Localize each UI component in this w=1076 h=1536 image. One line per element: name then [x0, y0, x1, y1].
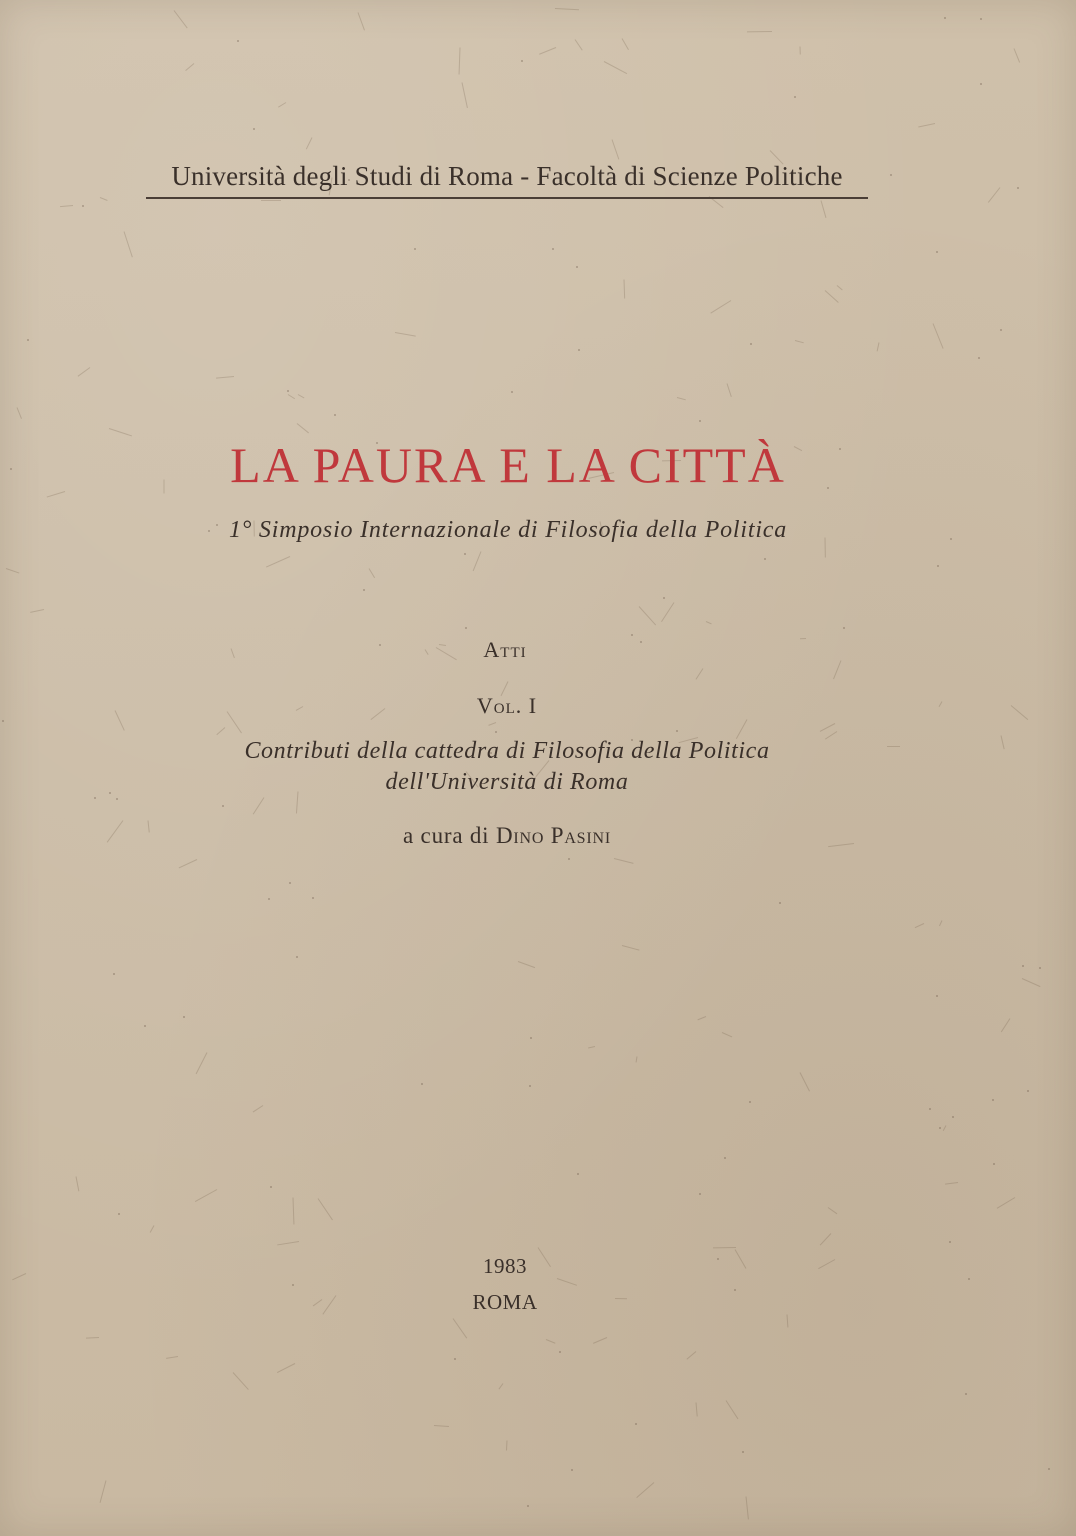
- paper-fiber: [453, 1318, 468, 1338]
- paper-fiber: [604, 61, 627, 74]
- paper-fiber: [288, 394, 295, 399]
- paper-fiber: [395, 332, 416, 337]
- paper-fiber: [837, 285, 843, 290]
- paper-speck: [552, 248, 554, 250]
- paper-fiber: [593, 1337, 607, 1344]
- paper-speck: [749, 1101, 751, 1103]
- paper-speck: [764, 558, 766, 560]
- editor-credit: [0, 823, 1014, 849]
- paper-fiber: [696, 668, 704, 679]
- paper-fiber: [639, 606, 656, 625]
- paper-fiber: [100, 1480, 107, 1502]
- paper-speck: [724, 1157, 726, 1159]
- paper-speck: [2, 720, 4, 722]
- paper-speck: [465, 627, 467, 629]
- paper-speck: [253, 128, 255, 130]
- paper-fiber: [124, 231, 133, 257]
- paper-speck: [1022, 965, 1024, 967]
- paper-speck: [936, 995, 938, 997]
- paper-fiber: [945, 1182, 958, 1185]
- paper-fiber: [636, 1056, 638, 1062]
- paper-fiber: [76, 1176, 80, 1191]
- paper-speck: [529, 1085, 531, 1087]
- paper-fiber: [833, 660, 841, 679]
- paper-fiber: [696, 1402, 698, 1416]
- paper-speck: [980, 18, 982, 20]
- paper-fiber: [100, 197, 108, 201]
- contributions-line-1: Contributi della cattedra di Filosofia della Politica: [244, 738, 770, 764]
- paper-fiber: [78, 367, 91, 377]
- paper-fiber: [546, 1339, 556, 1344]
- paper-speck: [312, 897, 314, 899]
- paper-speck: [559, 1351, 561, 1353]
- paper-speck: [635, 1423, 637, 1425]
- paper-fiber: [462, 82, 468, 108]
- paper-fiber: [624, 279, 626, 298]
- paper-speck: [699, 420, 701, 422]
- paper-fiber: [933, 323, 944, 348]
- paper-fiber: [488, 722, 496, 726]
- paper-fiber: [358, 12, 365, 30]
- paper-fiber: [746, 1496, 749, 1519]
- paper-speck: [742, 1451, 744, 1453]
- paper-fiber: [722, 1032, 732, 1037]
- paper-fiber: [261, 200, 281, 201]
- paper-speck: [952, 1116, 954, 1118]
- paper-fiber: [622, 945, 640, 951]
- paper-fiber: [575, 39, 583, 50]
- paper-speck: [936, 251, 938, 253]
- paper-speck: [929, 1108, 931, 1110]
- paper-speck: [578, 349, 580, 351]
- paper-fiber: [939, 920, 942, 926]
- paper-fiber: [518, 961, 535, 968]
- paper-fiber: [253, 1105, 264, 1112]
- paper-fiber: [166, 1356, 178, 1359]
- paper-fiber: [557, 1278, 577, 1286]
- paper-fiber: [555, 8, 579, 10]
- paper-fiber: [800, 1072, 810, 1091]
- paper-speck: [939, 1127, 941, 1129]
- paper-speck: [577, 1173, 579, 1175]
- paper-fiber: [185, 63, 194, 71]
- paper-fiber: [747, 31, 772, 32]
- paper-fiber: [622, 38, 629, 50]
- paper-speck: [631, 634, 633, 636]
- paper-speck: [699, 1193, 701, 1195]
- paper-speck: [495, 731, 497, 733]
- paper-speck: [568, 858, 570, 860]
- paper-speck: [1027, 1090, 1029, 1092]
- paper-speck: [1017, 187, 1019, 189]
- paper-speck: [571, 1469, 573, 1471]
- paper-speck: [527, 1505, 529, 1507]
- paper-fiber: [473, 551, 482, 571]
- paper-speck: [118, 1213, 120, 1215]
- paper-fiber: [179, 859, 198, 868]
- institution-header: Università degli Studi di Roma - Facoltà di Scienze Politiche: [171, 161, 843, 191]
- publication-year: 1983: [483, 1254, 527, 1278]
- paper-speck: [794, 96, 796, 98]
- paper-fiber: [318, 1198, 333, 1220]
- paper-fiber: [787, 1314, 789, 1327]
- paper-fiber: [686, 1351, 696, 1359]
- paper-fiber: [727, 383, 732, 397]
- paper-fiber: [459, 47, 461, 74]
- paper-speck: [287, 390, 289, 392]
- paper-speck: [1048, 1468, 1050, 1470]
- atti-label: Atti: [483, 637, 527, 662]
- paper-fiber: [828, 1207, 838, 1214]
- paper-fiber: [710, 300, 731, 314]
- paper-fiber: [253, 797, 265, 814]
- paper-fiber: [498, 1383, 503, 1389]
- paper-speck: [363, 589, 365, 591]
- paper-fiber: [918, 123, 935, 128]
- paper-fiber: [800, 46, 801, 54]
- book-subtitle: 1° Simposio Internazionale di Filosofia della Politica: [228, 517, 788, 543]
- paper-speck: [116, 798, 118, 800]
- paper-speck: [296, 956, 298, 958]
- paper-speck: [270, 1186, 272, 1188]
- paper-fiber: [713, 1247, 736, 1248]
- paper-speck: [949, 1241, 951, 1243]
- paper-fiber: [30, 609, 44, 613]
- paper-fiber: [795, 340, 804, 343]
- paper-fiber: [196, 1052, 208, 1074]
- paper-fiber: [539, 47, 556, 55]
- paper-fiber: [297, 423, 309, 433]
- paper-speck: [292, 1284, 294, 1286]
- paper-speck: [1039, 967, 1041, 969]
- paper-speck: [843, 627, 845, 629]
- paper-speck: [965, 1393, 967, 1395]
- publication-city: ROMA: [472, 1290, 538, 1314]
- paper-fiber: [677, 397, 686, 400]
- paper-speck: [521, 60, 523, 62]
- paper-speck: [237, 40, 239, 42]
- paper-fiber: [612, 139, 620, 159]
- paper-fiber: [233, 1372, 249, 1390]
- paper-fiber: [588, 1046, 595, 1048]
- paper-fiber: [943, 1125, 947, 1131]
- paper-fiber: [216, 727, 225, 735]
- paper-fiber: [997, 1197, 1016, 1209]
- paper-speck: [663, 597, 665, 599]
- paper-fiber: [1022, 978, 1041, 987]
- paper-speck: [576, 266, 578, 268]
- paper-speck: [750, 343, 752, 345]
- paper-fiber: [174, 10, 188, 28]
- paper-speck: [454, 1358, 456, 1360]
- paper-speck: [937, 565, 939, 567]
- paper-fiber: [293, 1197, 295, 1224]
- paper-fiber: [825, 290, 839, 303]
- paper-fiber: [150, 1225, 155, 1232]
- paper-speck: [890, 174, 892, 176]
- paper-speck: [144, 1025, 146, 1027]
- editor-prefix: a cura di: [403, 823, 490, 848]
- paper-fiber: [697, 1016, 706, 1020]
- paper-fiber: [821, 200, 827, 218]
- header-rule: [146, 197, 868, 199]
- paper-fiber: [17, 407, 22, 419]
- paper-fiber: [86, 1337, 99, 1339]
- paper-speck: [944, 17, 946, 19]
- paper-fiber: [506, 1440, 508, 1450]
- paper-speck: [222, 805, 224, 807]
- paper-fiber: [278, 102, 286, 107]
- paper-speck: [183, 1016, 185, 1018]
- paper-speck: [414, 248, 416, 250]
- paper-speck: [1000, 329, 1002, 331]
- paper-fiber: [369, 568, 376, 578]
- paper-fiber: [60, 205, 73, 207]
- paper-speck: [978, 357, 980, 359]
- paper-fiber: [820, 1233, 832, 1245]
- contributions-line-2: dell'Università di Roma: [385, 769, 629, 795]
- paper-fiber: [988, 187, 1000, 203]
- paper-speck: [27, 339, 29, 341]
- paper-fiber: [306, 137, 313, 149]
- paper-speck: [779, 902, 781, 904]
- paper-fiber: [277, 1363, 295, 1373]
- paper-speck: [113, 973, 115, 975]
- paper-speck: [82, 205, 84, 207]
- paper-fiber: [661, 602, 674, 622]
- paper-fiber: [298, 394, 305, 398]
- paper-fiber: [195, 1189, 217, 1202]
- paper-speck: [992, 1099, 994, 1101]
- paper-speck: [980, 83, 982, 85]
- paper-speck: [464, 553, 466, 555]
- paper-fiber: [706, 621, 712, 624]
- paper-fiber: [820, 723, 835, 732]
- paper-speck: [334, 414, 336, 416]
- paper-fiber: [1001, 1018, 1011, 1032]
- paper-speck: [530, 1037, 532, 1039]
- paper-speck: [289, 882, 291, 884]
- paper-speck: [268, 898, 270, 900]
- paper-speck: [421, 1083, 423, 1085]
- paper-fiber: [636, 1482, 654, 1498]
- paper-speck: [511, 391, 513, 393]
- paper-fiber: [277, 1241, 299, 1245]
- paper-fiber: [216, 376, 234, 379]
- paper-fiber: [266, 556, 290, 567]
- volume-label: Vol. I: [476, 693, 538, 718]
- paper-fiber: [915, 923, 924, 928]
- paper-speck: [993, 1163, 995, 1165]
- editor-name: Dino Pasini: [495, 823, 611, 848]
- paper-speck: [676, 730, 678, 732]
- paper-fiber: [726, 1400, 739, 1419]
- contributions-block: [0, 736, 1014, 798]
- paper-fiber: [877, 342, 880, 351]
- paper-fiber: [614, 858, 634, 864]
- paper-fiber: [1014, 48, 1021, 62]
- paper-fiber: [6, 568, 20, 574]
- paper-fiber: [434, 1425, 449, 1427]
- book-title: LA PAURA E LA CITTÀ: [230, 437, 786, 493]
